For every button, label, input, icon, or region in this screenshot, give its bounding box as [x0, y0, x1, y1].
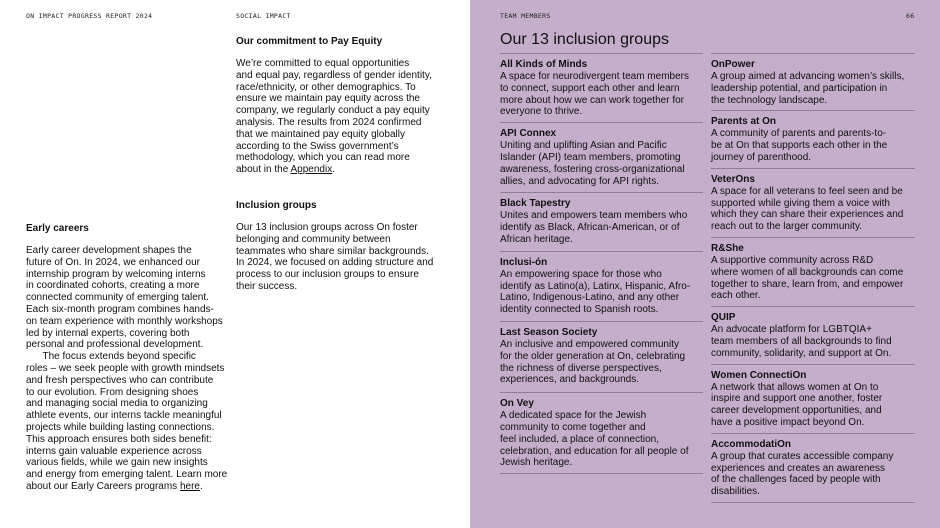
group-description: A group that curates accessible company experiences and creates an awareness of the challenges faced by people with disabilities. — [711, 450, 894, 498]
group-description: A space for neurodivergent team members to connect, support each other and learn more about how we can work together for everyone to thrive. — [500, 71, 689, 118]
groups-column-right — [711, 53, 915, 503]
group-name: VeterOns — [711, 173, 755, 185]
group-description: A community of parents and parents-to- be at On that supports each other in the journey of parenthood. — [711, 128, 888, 163]
inclusion-group-api-connex — [500, 122, 703, 192]
section-header: SOCIAL IMPACT — [236, 12, 291, 20]
group-name: AccommodatiOn — [711, 438, 792, 450]
page-number: 66 — [906, 12, 915, 20]
group-description: An advocate platform for LGBTQIA+ team members of all backgrounds to find community, solidarity, and support at On. — [711, 324, 892, 359]
appendix-link[interactable]: Appendix — [290, 164, 333, 176]
group-name: Inclusi-ón — [500, 256, 548, 268]
inclusion-group-inclusi-n — [500, 251, 703, 321]
early-careers-text-end: . — [199, 480, 203, 492]
inclusion-group-onpower — [711, 53, 915, 110]
group-name: All Kinds of Minds — [500, 59, 588, 70]
group-name: QUIP — [711, 312, 736, 324]
pay-equity-text: We’re committed to equal opportunities and equal pay, regardless of gender identity, race/ethnicity, or other demographics. To ensure we maintain pay equity across the company, we regularly conduct a pay equity analysis. The results from 2024 confirmed that we maintained pay equity globally according to the Swiss government’s methodology, which you can read more about in the — [236, 58, 432, 176]
inclusion-group-last-season-society — [500, 321, 703, 392]
inclusion-groups-heading: Inclusion groups — [236, 200, 317, 211]
group-description: A dedicated space for the Jewish community to come together and feel included, a place of connection, celebration, and education for all people of Jewish heritage. — [500, 410, 689, 469]
group-name: On Vey — [500, 398, 534, 410]
pay-equity-text-end: . — [332, 164, 335, 176]
early-careers-link[interactable]: here — [179, 480, 200, 492]
inclusion-group-all-kinds-of-minds — [500, 53, 703, 122]
pay-equity-section — [236, 36, 451, 176]
inclusion-group-women-connection — [711, 364, 915, 433]
page-title: Our 13 inclusion groups — [500, 31, 669, 48]
column-end-divider — [500, 473, 703, 474]
inclusion-group-on-vey — [500, 392, 703, 473]
group-description: An inclusive and empowered community for the older generation at On, celebrating the richness of diverse perspectives, experiences, and backgrounds. — [500, 338, 686, 386]
inclusion-group-quip — [711, 306, 915, 363]
group-description: A space for all veterans to feel seen and be supported while giving them a voice with which they can share their experiences and reach out to the larger community. — [711, 185, 904, 233]
right-page — [470, 0, 940, 528]
group-name: API Connex — [500, 128, 557, 140]
pay-equity-heading: Our commitment to Pay Equity — [236, 36, 383, 47]
inclusion-groups-body: Our 13 inclusion groups across On foster belonging and community between teammates who share similar backgrounds. In 2024, we focused on adding structure and process to our inclusion groups to ensure their success. — [236, 222, 434, 292]
team-members-header: TEAM MEMBERS — [500, 12, 551, 20]
group-description: An empowering space for those who identify as Latino(a), Latinx, Hispanic, Afro- Latino, Indigenous-Latino, and any other identity connected to Spanish roots. — [500, 268, 691, 316]
early-careers-section — [26, 223, 231, 493]
group-name: OnPower — [711, 59, 755, 70]
early-careers-text: Early career development shapes the future of On. In 2024, we enhanced our internship program by welcoming interns in coordinated cohorts, creating a more connected community of emerging talent. Each six-month program combines hands- on team experience with monthly workshops led by internal experts, covering both personal and professional development. The focus extends beyond specific roles – we seek people with growth mindsets and fresh perspectives who can contribute to our evolution. From designing shoes and managing social media to organizing athlete events, our interns tackle meaningful projects while building lasting connections. This approach ensures both sides benefit: interns gain valuable experience across various fields, while we gain new insights and energy from emerging talent. Learn more about our Early Careers programs — [26, 245, 228, 492]
early-careers-heading: Early careers — [26, 223, 89, 234]
column-end-divider — [711, 502, 915, 503]
group-description: Unites and empowers team members who identify as Black, African-American, or of African heritage. — [500, 210, 688, 245]
group-description: A network that allows women at On to inspire and support one another, foster career development opportunities, and have a positive impact beyond On. — [711, 381, 883, 428]
group-name: Last Season Society — [500, 326, 598, 338]
inclusion-group-accommodation — [711, 433, 915, 502]
group-name: Women ConnectiOn — [711, 369, 807, 381]
pay-equity-body — [236, 58, 451, 176]
report-header: ON IMPACT PROGRESS REPORT 2024 — [26, 12, 153, 20]
inclusion-groups-section — [236, 200, 451, 293]
groups-column-left — [500, 53, 703, 474]
group-description: A supportive community across R&D where women of all backgrounds can come together to share, learn from, and empower each other. — [711, 254, 904, 302]
group-name: R&She — [711, 242, 744, 254]
inclusion-group-black-tapestry — [500, 192, 703, 250]
group-description: A group aimed at advancing women’s skills, leadership potential, and participation in the technology landscape. — [711, 71, 905, 106]
inclusion-group-veterons — [711, 168, 915, 237]
inclusion-group-parents-at-on — [711, 110, 915, 167]
group-description: Uniting and uplifting Asian and Pacific Islander (API) team members, promoting awareness, fostering cross-organizational allies, and advocating for API rights. — [500, 140, 685, 187]
group-name: Parents at On — [711, 116, 777, 128]
inclusion-group-randshe — [711, 237, 915, 306]
group-name: Black Tapestry — [500, 198, 571, 210]
early-careers-body — [26, 245, 231, 493]
